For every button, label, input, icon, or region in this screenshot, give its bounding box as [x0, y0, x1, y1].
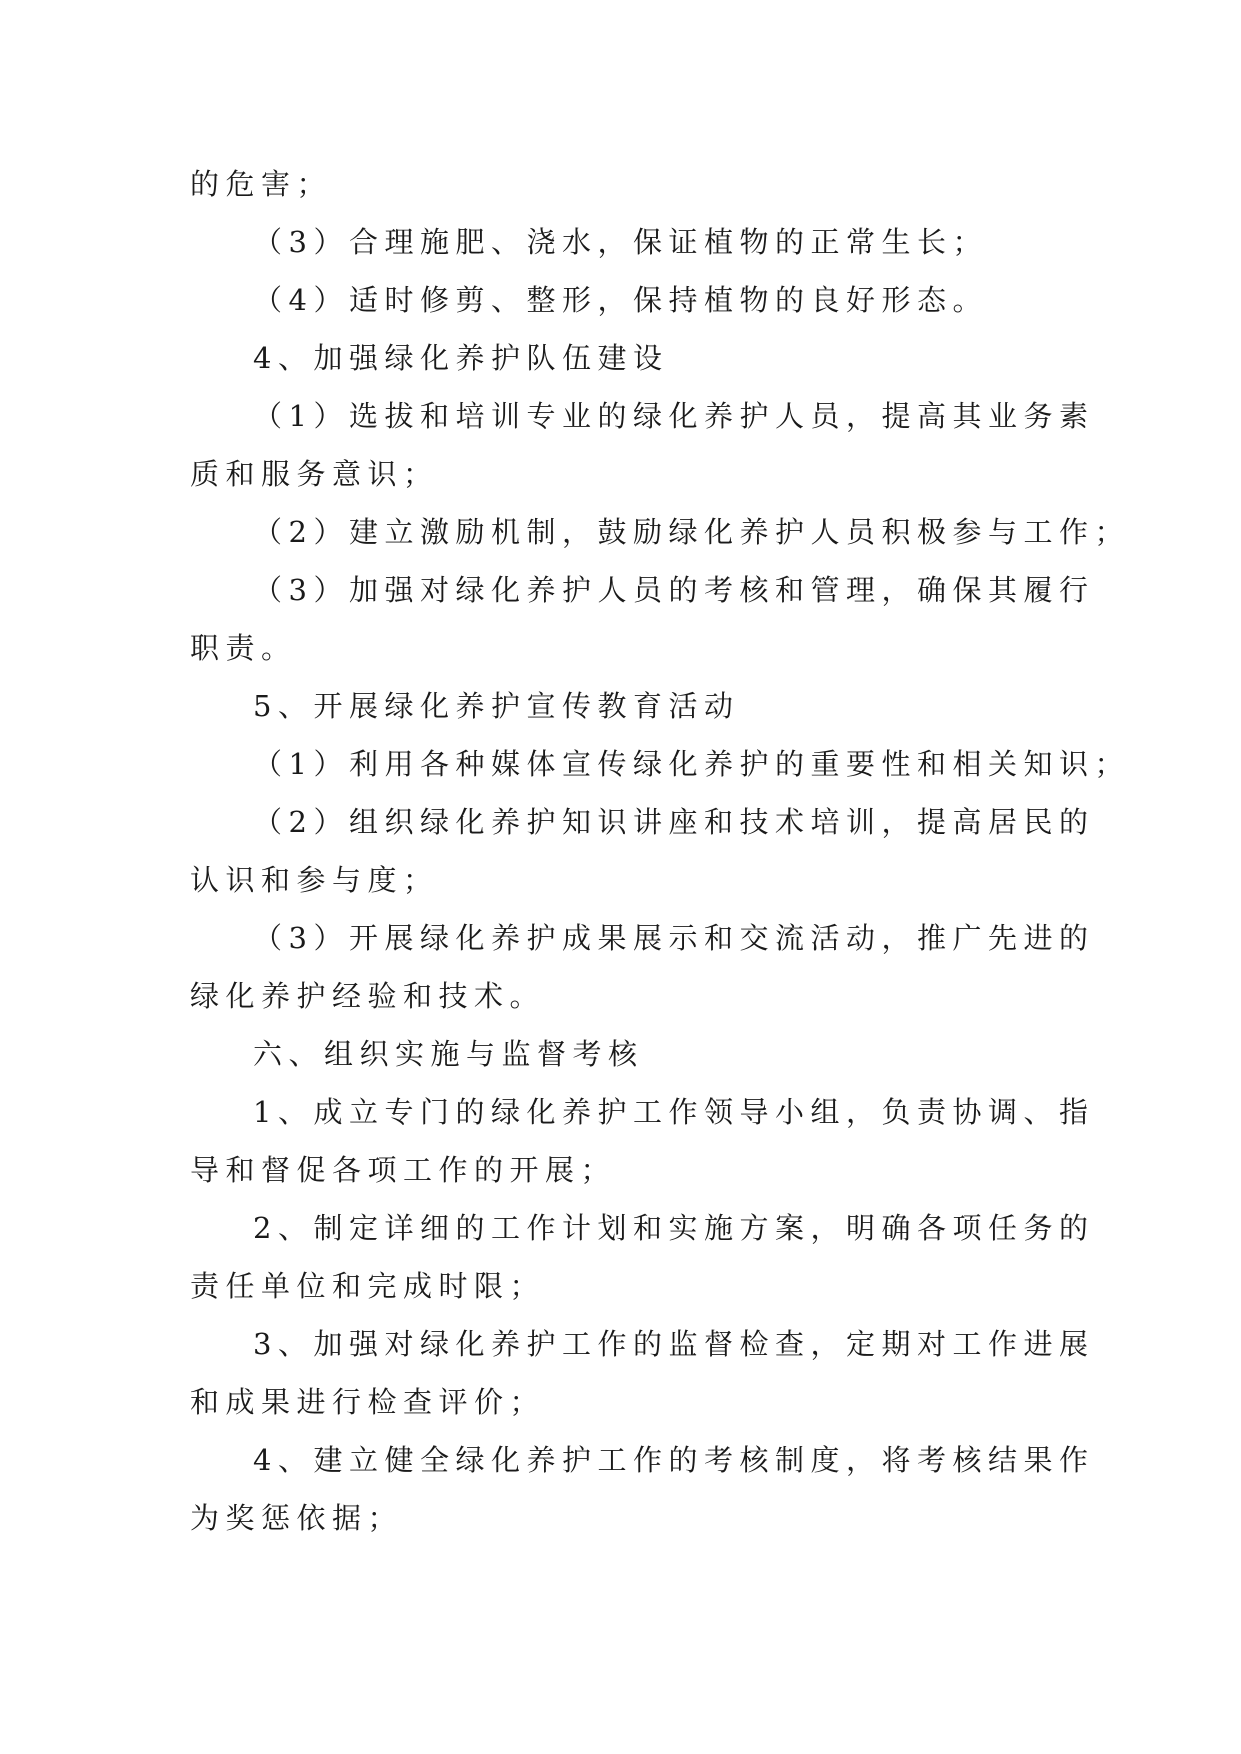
text-line: （3）加强对绿化养护人员的考核和管理，确保其履行 — [253, 573, 1095, 607]
text-line: 责任单位和完成时限； — [190, 1269, 546, 1303]
text-line: 1、成立专门的绿化养护工作领导小组，负责协调、指 — [253, 1095, 1095, 1129]
text-line: 的危害； — [190, 167, 333, 201]
section-heading: 5、开展绿化养护宣传教育活动 — [253, 689, 740, 723]
text-line: 2、制定详细的工作计划和实施方案，明确各项任务的 — [253, 1211, 1095, 1245]
text-line: 3、加强对绿化养护工作的监督检查，定期对工作进展 — [253, 1327, 1095, 1361]
text-line: （3）开展绿化养护成果展示和交流活动，推广先进的 — [253, 921, 1095, 955]
section-heading: 4、加强绿化养护队伍建设 — [253, 341, 669, 375]
text-line: 和成果进行检查评价； — [190, 1385, 546, 1419]
text-line: （1）选拔和培训专业的绿化养护人员，提高其业务素 — [253, 399, 1095, 433]
text-line: （1）利用各种媒体宣传绿化养护的重要性和相关知识； — [253, 747, 1130, 781]
text-line: （4）适时修剪、整形，保持植物的良好形态。 — [253, 283, 988, 317]
text-line: （2）建立激励机制，鼓励绿化养护人员积极参与工作； — [253, 515, 1130, 549]
chapter-heading: 六、组织实施与监督考核 — [253, 1037, 644, 1071]
text-line: 绿化养护经验和技术。 — [190, 979, 546, 1013]
text-line: （3）合理施肥、浇水，保证植物的正常生长； — [253, 225, 988, 259]
text-line: 认识和参与度； — [190, 863, 439, 897]
document-body — [190, 155, 1130, 1547]
text-line: 职责。 — [190, 631, 297, 665]
text-line: （2）组织绿化养护知识讲座和技术培训，提高居民的 — [253, 805, 1095, 839]
text-line: 质和服务意识； — [190, 457, 439, 491]
text-line: 4、建立健全绿化养护工作的考核制度，将考核结果作 — [253, 1443, 1095, 1477]
text-line: 为奖惩依据； — [190, 1501, 404, 1535]
text-line: 导和督促各项工作的开展； — [190, 1153, 617, 1187]
